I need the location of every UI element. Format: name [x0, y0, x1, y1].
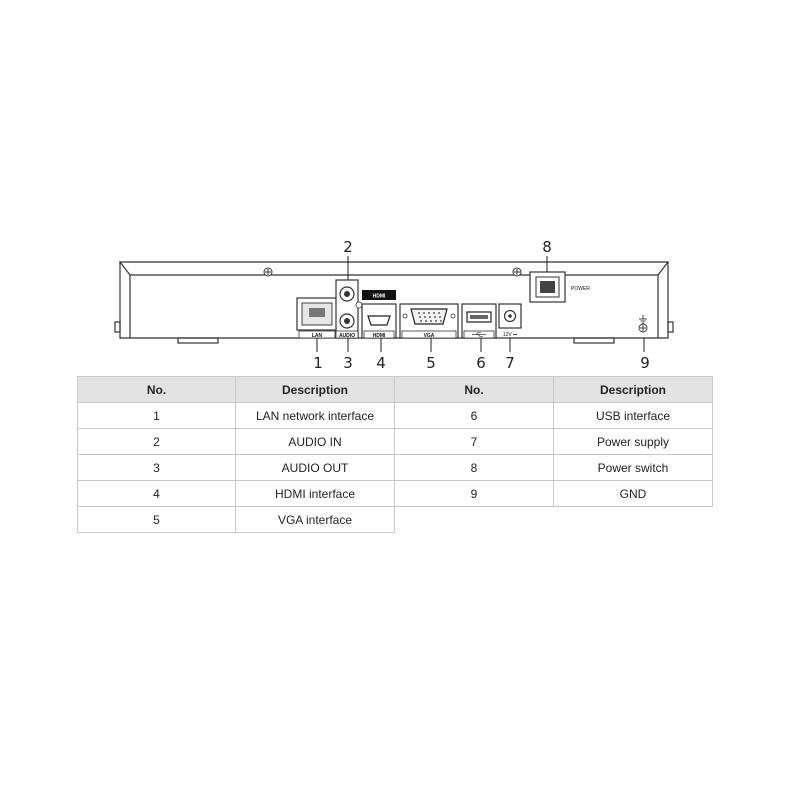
callout-1: 1 — [313, 354, 323, 372]
top-screw-right — [513, 268, 521, 276]
table-row — [78, 481, 713, 507]
header-description-right: Description — [554, 377, 713, 403]
table-row — [78, 507, 713, 533]
row-number: 9 — [395, 481, 554, 507]
empty-cell — [554, 507, 713, 533]
audio-port-label: AUDIO — [338, 333, 356, 339]
callout-8: 8 — [542, 238, 552, 256]
top-screw-left — [264, 268, 272, 276]
row-description: HDMI interface — [236, 481, 395, 507]
dc-power-input — [499, 304, 521, 338]
lan-port-label: LAN — [311, 333, 323, 339]
table-row — [78, 429, 713, 455]
vga-port-label: VGA — [423, 333, 435, 339]
device-rear-panel-diagram — [0, 0, 800, 380]
row-description: VGA interface — [236, 507, 395, 533]
row-description: Power supply — [554, 429, 713, 455]
row-number: 2 — [78, 429, 236, 455]
table-row — [78, 403, 713, 429]
header-no-left: No. — [78, 377, 236, 403]
usb-port — [462, 304, 496, 338]
row-number: 5 — [78, 507, 236, 533]
callout-6: 6 — [476, 354, 486, 372]
table-header-row — [78, 377, 713, 403]
row-number: 7 — [395, 429, 554, 455]
hdmi-port-label: HDMI — [372, 333, 386, 339]
hdmi-port — [362, 290, 396, 339]
callout-7: 7 — [505, 354, 515, 372]
callout-5: 5 — [426, 354, 436, 372]
callout-4: 4 — [376, 354, 386, 372]
row-description: LAN network interface — [236, 403, 395, 429]
interface-description-table — [77, 376, 713, 533]
lan-port — [297, 298, 337, 339]
callout-9: 9 — [640, 354, 650, 372]
row-number: 8 — [395, 455, 554, 481]
empty-cell — [395, 507, 554, 533]
power-input-label: 12V ⎓ — [502, 332, 518, 338]
callout-2: 2 — [343, 238, 353, 256]
callout-3: 3 — [343, 354, 353, 372]
ground-terminal-icon — [639, 315, 647, 332]
row-description: Power switch — [554, 455, 713, 481]
audio-jacks — [336, 280, 362, 339]
vga-port — [400, 304, 458, 339]
table-row — [78, 455, 713, 481]
row-description: GND — [554, 481, 713, 507]
power-switch-label: POWER — [571, 286, 590, 292]
row-description: USB interface — [554, 403, 713, 429]
row-number: 6 — [395, 403, 554, 429]
hdmi-logo-label: HDMI — [372, 293, 386, 300]
header-description-left: Description — [236, 377, 395, 403]
power-switch — [530, 272, 590, 302]
row-description: AUDIO OUT — [236, 455, 395, 481]
header-no-right: No. — [395, 377, 554, 403]
row-description: AUDIO IN — [236, 429, 395, 455]
row-number: 3 — [78, 455, 236, 481]
row-number: 1 — [78, 403, 236, 429]
row-number: 4 — [78, 481, 236, 507]
